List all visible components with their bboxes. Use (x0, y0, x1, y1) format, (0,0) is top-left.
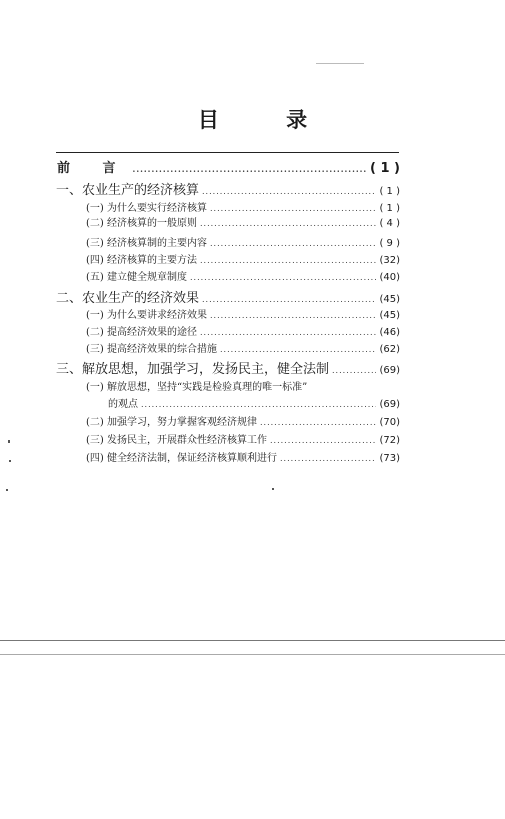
toc-entry-label: (三) 发扬民主，开展群众性经济核算工作 (86, 435, 267, 446)
toc-entry-label: (四) 经济核算的主要方法 (86, 255, 197, 266)
toc-entry-continuation[interactable] (108, 395, 400, 410)
toc-entry-label: 三、解放思想，加强学习，发扬民主，健全法制 (56, 362, 330, 377)
scan-speck (272, 488, 274, 490)
dot-leader (210, 311, 376, 320)
toc-page-number: ( 1 ) (370, 161, 400, 176)
toc-page-number: ( 4 ) (379, 218, 400, 229)
toc-page-number: (46) (379, 327, 400, 338)
toc-entry-label: (一) 为什么要实行经济核算 (86, 203, 207, 214)
toc-entry-label: (三) 经济核算制的主要内容 (86, 238, 207, 249)
toc-page-number: (40) (379, 272, 400, 283)
toc-page-number: (69) (379, 399, 400, 410)
toc-entry-section[interactable] (86, 413, 400, 428)
dot-leader (220, 345, 376, 354)
dot-leader (202, 295, 376, 304)
toc-entry-preface[interactable] (57, 157, 400, 176)
toc-page-number: (32) (379, 255, 400, 266)
toc-page-number: ( 1 ) (379, 203, 400, 214)
toc-entry-section[interactable] (86, 323, 400, 338)
dot-leader (270, 436, 376, 445)
dot-leader (200, 328, 376, 337)
toc-entry-label: (二) 加强学习，努力掌握客观经济规律 (86, 417, 257, 428)
toc-entry-label: 一、农业生产的经济核算 (56, 183, 200, 198)
toc-entry-label: 的观点 (108, 399, 138, 410)
dot-leader (332, 366, 376, 375)
toc-entry-section[interactable] (86, 268, 400, 283)
dot-leader (133, 164, 367, 174)
toc-page-number: ( 1 ) (379, 186, 400, 197)
dot-leader (200, 219, 376, 228)
dot-leader (141, 400, 376, 409)
toc-page-number: (45) (379, 294, 400, 305)
dot-leader (210, 204, 376, 213)
dot-leader (210, 239, 376, 248)
toc-entry-label: (二) 经济核算的一般原则 (86, 218, 197, 229)
toc-page-number: (73) (379, 453, 400, 464)
toc-entry-section[interactable] (86, 306, 400, 321)
dot-leader (260, 418, 376, 427)
toc-entry-section[interactable] (86, 431, 400, 446)
dot-leader (202, 187, 376, 196)
toc-entry-chapter-2[interactable] (56, 287, 400, 306)
toc-entry-section[interactable] (86, 214, 400, 229)
toc-entry-section[interactable] (86, 199, 400, 214)
toc-entry-label: (一) 解放思想，坚持“实践是检验真理的唯一标准” (86, 382, 308, 393)
toc-entry-section[interactable] (86, 378, 400, 393)
toc-entry-section[interactable] (86, 340, 400, 355)
toc-entry-label: (四) 健全经济法制，保证经济核算顺利进行 (86, 453, 277, 464)
toc-entry-section[interactable] (86, 234, 400, 249)
scan-speck (9, 460, 11, 462)
page-title: 目 录 (197, 107, 338, 132)
scan-speck (6, 489, 8, 491)
scan-edge-line (0, 654, 505, 655)
toc-entry-label: 二、农业生产的经济效果 (56, 291, 200, 306)
toc-page-number: (62) (379, 344, 400, 355)
toc-page-number: (69) (379, 365, 400, 376)
toc-entry-label: (二) 提高经济效果的途径 (86, 327, 197, 338)
dot-leader (200, 256, 376, 265)
toc-entry-chapter-3[interactable] (56, 358, 400, 377)
toc-entry-label: (三) 提高经济效果的综合措施 (86, 344, 217, 355)
toc-page-number: (45) (379, 310, 400, 321)
dot-leader (190, 273, 376, 282)
toc-entry-label: (一) 为什么要讲求经济效果 (86, 310, 207, 321)
toc-entry-label: 前 言 (57, 161, 130, 176)
toc-entry-chapter-1[interactable] (56, 179, 400, 198)
dot-leader (280, 454, 376, 463)
toc-entry-label: (五) 建立健全规章制度 (86, 272, 187, 283)
toc-page-number: ( 9 ) (379, 238, 400, 249)
toc-top-rule (56, 152, 399, 153)
scan-mark (316, 63, 364, 64)
toc-entry-section[interactable] (86, 251, 400, 266)
toc-page-number: (70) (379, 417, 400, 428)
scan-edge-line (0, 640, 505, 641)
toc-entry-section[interactable] (86, 449, 400, 464)
scan-speck (8, 440, 10, 443)
toc-page-number: (72) (379, 435, 400, 446)
